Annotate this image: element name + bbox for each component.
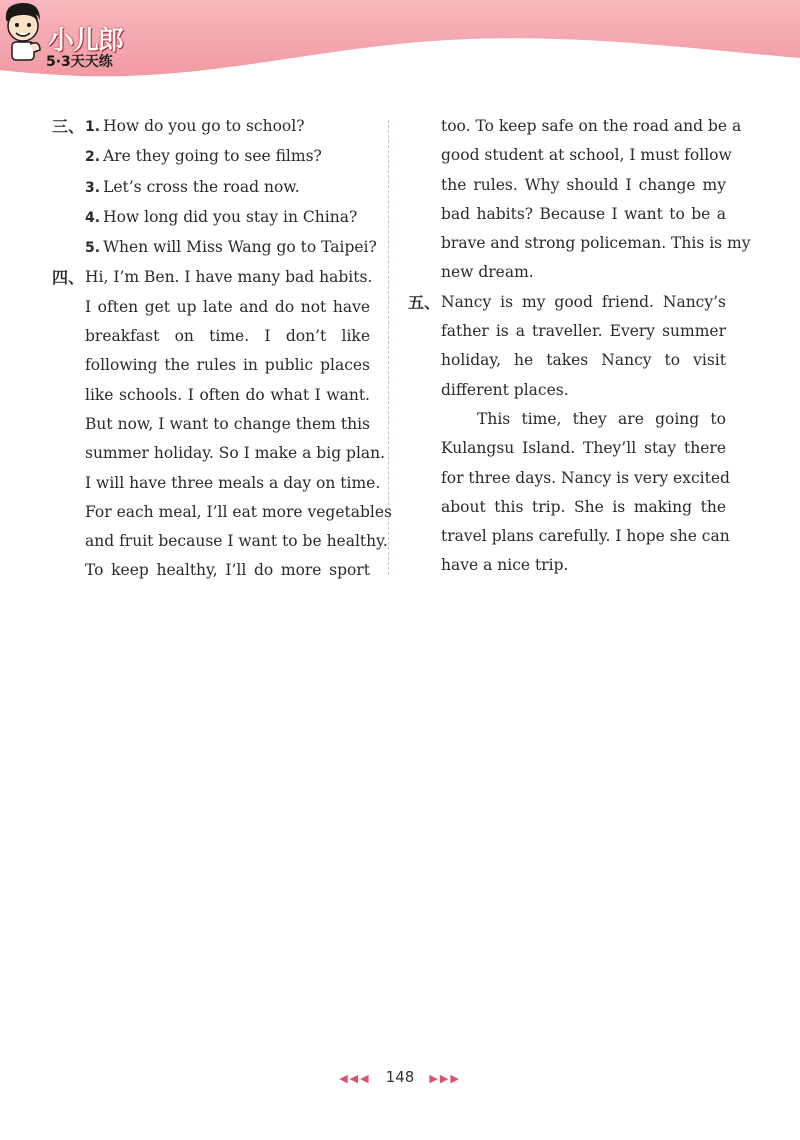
text-line: This time, they are going to — [477, 409, 726, 428]
text-line: for three days. Nancy is very excited — [441, 468, 730, 487]
brand-subtitle: 5·3天天练 — [46, 54, 113, 70]
right-arrows-icon: ▶▶▶ — [429, 1072, 461, 1085]
brand-logo-text: 小儿郎 — [48, 26, 124, 56]
list-item: 2. Are they going to see films? — [85, 147, 322, 166]
text-line: about this trip. She is making the — [441, 497, 726, 516]
text-line: too. To keep safe on the road and be a — [441, 117, 742, 135]
section-3-marker: 三、 — [52, 117, 85, 136]
list-item: 3. Let’s cross the road now. — [85, 177, 300, 196]
text-line: Nancy is my good friend. Nancy’s — [441, 292, 726, 311]
text-line: brave and strong policeman. This is my — [441, 234, 751, 253]
text-line: breakfast on time. I don’t like — [85, 327, 370, 346]
right-column — [408, 112, 751, 581]
text-line: and fruit because I want to be healthy. — [85, 532, 388, 551]
text-line: But now, I want to change them this — [85, 414, 370, 433]
mascot-boy-icon — [0, 0, 46, 64]
left-column — [52, 112, 393, 586]
text-line: summer holiday. So I make a big plan. — [85, 444, 386, 463]
text-line: following the rules in public places — [85, 356, 370, 375]
list-item: 4. How long did you stay in China? — [85, 207, 358, 226]
text-line: holiday, he takes Nancy to visit — [441, 351, 726, 370]
left-arrows-icon: ◀◀◀ — [339, 1072, 371, 1085]
page-number: 148 — [385, 1068, 415, 1086]
text-line: I often get up late and do not have — [85, 297, 370, 316]
text-line: good student at school, I must follow — [441, 146, 732, 165]
text-line: travel plans carefully. I hope she can — [441, 527, 730, 546]
text-line: new dream. — [441, 263, 534, 282]
page-header — [0, 0, 800, 100]
list-item: 1. How do you go to school? — [85, 117, 305, 135]
list-item: 5. When will Miss Wang go to Taipei? — [85, 238, 377, 257]
text-line: I will have three meals a day on time. — [85, 473, 381, 492]
section-5 — [408, 288, 730, 581]
text-line: father is a traveller. Every summer — [441, 322, 726, 341]
text-line: Hi, I’m Ben. I have many bad habits. — [85, 268, 373, 287]
text-line: Kulangsu Island. They’ll stay there — [441, 439, 726, 458]
text-line: different places. — [441, 380, 569, 399]
text-line: like schools. I often do what I want. — [85, 385, 370, 404]
text-line: To keep healthy, I’ll do more sport — [85, 561, 370, 580]
section-3 — [52, 112, 377, 263]
text-line: the rules. Why should I change my — [441, 175, 726, 194]
section-4-marker: 四、 — [52, 268, 85, 288]
text-line: For each meal, I’ll eat more vegetables — [85, 502, 393, 521]
section-5-marker: 五、 — [408, 292, 441, 312]
text-line: bad habits? Because I want to be a — [441, 204, 726, 223]
page-footer — [0, 1067, 800, 1086]
section-4 — [52, 263, 393, 585]
section-4-continued — [408, 112, 751, 288]
text-line: have a nice trip. — [441, 556, 569, 575]
